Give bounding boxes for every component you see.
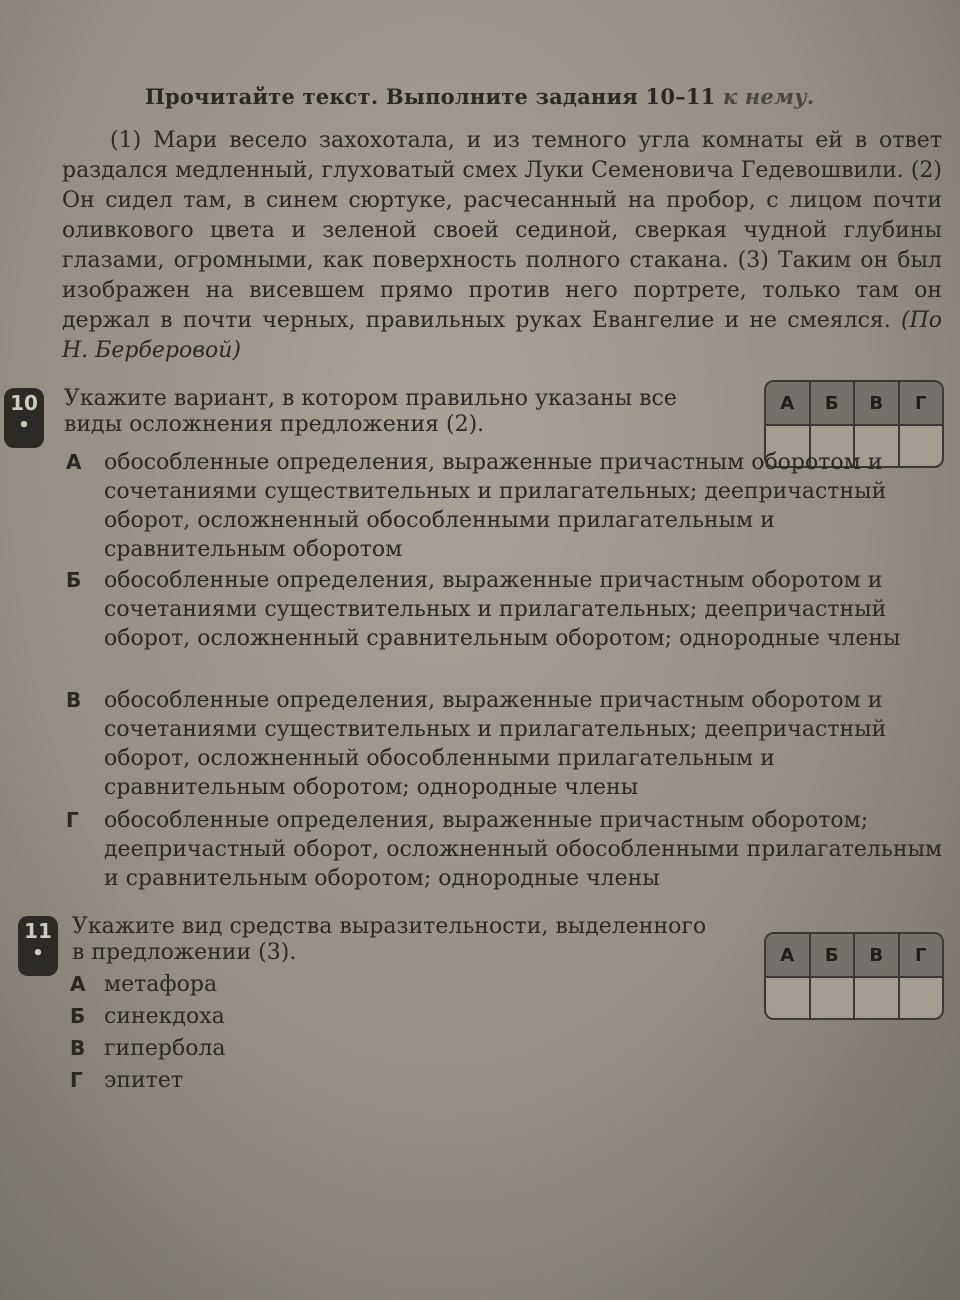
answer-grid-input-row xyxy=(766,978,942,1020)
option-letter: А xyxy=(70,972,86,996)
answer-grid-label-a: А xyxy=(766,382,811,424)
answer-cell-g[interactable] xyxy=(900,978,943,1020)
difficulty-dot-icon: • xyxy=(32,943,44,964)
passage-text: (1) Мари весело захохотала, и из темного угла комнаты ей в ответ раздался медленный, глуховатый смех Луки Семеновича Гедевошвили. (2) Он сидел там, в синем сюртуке, расчесанный на пробор, с лицом почти оливкового цвета и зеленой своей сединой, сверкая чудной глубины глазами, огромными, как поверхность полного стакана. (3) Таким он был изображен на висевшем прямо против него портрете, только там он держал в почти черных, правильных руках Евангелие и не смеялся. xyxy=(62,128,942,333)
option-11-b xyxy=(70,1000,225,1033)
option-10-g xyxy=(66,806,946,893)
answer-grid-label-v: В xyxy=(855,382,900,424)
option-letter: Б xyxy=(66,568,82,592)
option-text: эпитет xyxy=(104,1068,184,1093)
option-text: синекдоха xyxy=(104,1004,225,1029)
option-letter: Б xyxy=(70,1004,86,1028)
option-letter: Г xyxy=(66,808,79,832)
option-letter: А xyxy=(66,450,82,474)
question-number-10: 10 xyxy=(10,391,38,415)
reading-passage xyxy=(62,126,942,366)
passage-author: (По Н. Берберовой) xyxy=(62,308,942,363)
answer-grid-header xyxy=(766,934,942,978)
option-11-g xyxy=(70,1064,183,1097)
option-text: гипербола xyxy=(104,1036,226,1061)
answer-cell-b[interactable] xyxy=(811,978,856,1020)
answer-grid-label-g: Г xyxy=(915,944,927,966)
answer-grid-11 xyxy=(764,932,944,1020)
answer-grid-label-v: В xyxy=(855,934,900,976)
option-text: обособленные определения, выраженные причастным оборотом и сочетаниями существительных и прилагательных; деепричастный оборот, осложненный сравнительным оборотом; однородные члены xyxy=(104,568,901,651)
answer-cell-a[interactable] xyxy=(766,978,811,1020)
answer-grid-label-g: Г xyxy=(915,392,927,414)
option-10-b xyxy=(66,566,946,653)
option-11-a xyxy=(70,968,217,1001)
option-letter: В xyxy=(70,1036,86,1060)
option-letter: Г xyxy=(70,1068,83,1092)
heading-tail: к нему. xyxy=(715,84,815,109)
instructions-heading xyxy=(145,84,814,109)
question-number-badge-10 xyxy=(4,388,44,448)
option-text: метафора xyxy=(104,972,218,997)
option-letter: В xyxy=(66,688,82,712)
question-number-badge-11 xyxy=(18,916,58,976)
answer-grid-label-b: Б xyxy=(811,934,856,976)
option-11-v xyxy=(70,1032,226,1065)
question-text-10: Укажите вариант, в котором правильно указаны все виды осложнения предложения (2). xyxy=(64,386,677,437)
answer-grid-label-b: Б xyxy=(811,382,856,424)
option-10-v xyxy=(66,686,946,802)
answer-grid-label-a: А xyxy=(766,934,811,976)
option-text: обособленные определения, выраженные причастным оборотом; деепричастный оборот, осложненный обособленными прилагательным и сравнительным оборотом; однородные члены xyxy=(104,808,943,891)
option-text: обособленные определения, выраженные причастным оборотом и сочетаниями существительных и прилагательных; деепричастный оборот, осложненный обособленными прилагательным и сравнительным оборотом xyxy=(104,450,887,562)
answer-grid-header xyxy=(766,382,942,426)
question-number-11: 11 xyxy=(24,919,52,943)
question-text-11: Укажите вид средства выразительности, выделенного в предложении (3). xyxy=(72,914,707,965)
answer-cell-v[interactable] xyxy=(855,978,900,1020)
difficulty-dot-icon: • xyxy=(18,415,30,436)
heading-main: Прочитайте текст. Выполните задания 10–11 xyxy=(145,84,716,109)
option-10-a xyxy=(66,448,887,564)
option-text: обособленные определения, выраженные причастным оборотом и сочетаниями существительных и прилагательных; деепричастный оборот, осложненный обособленными прилагательным и сравнительным оборотом; однородные члены xyxy=(104,688,887,800)
